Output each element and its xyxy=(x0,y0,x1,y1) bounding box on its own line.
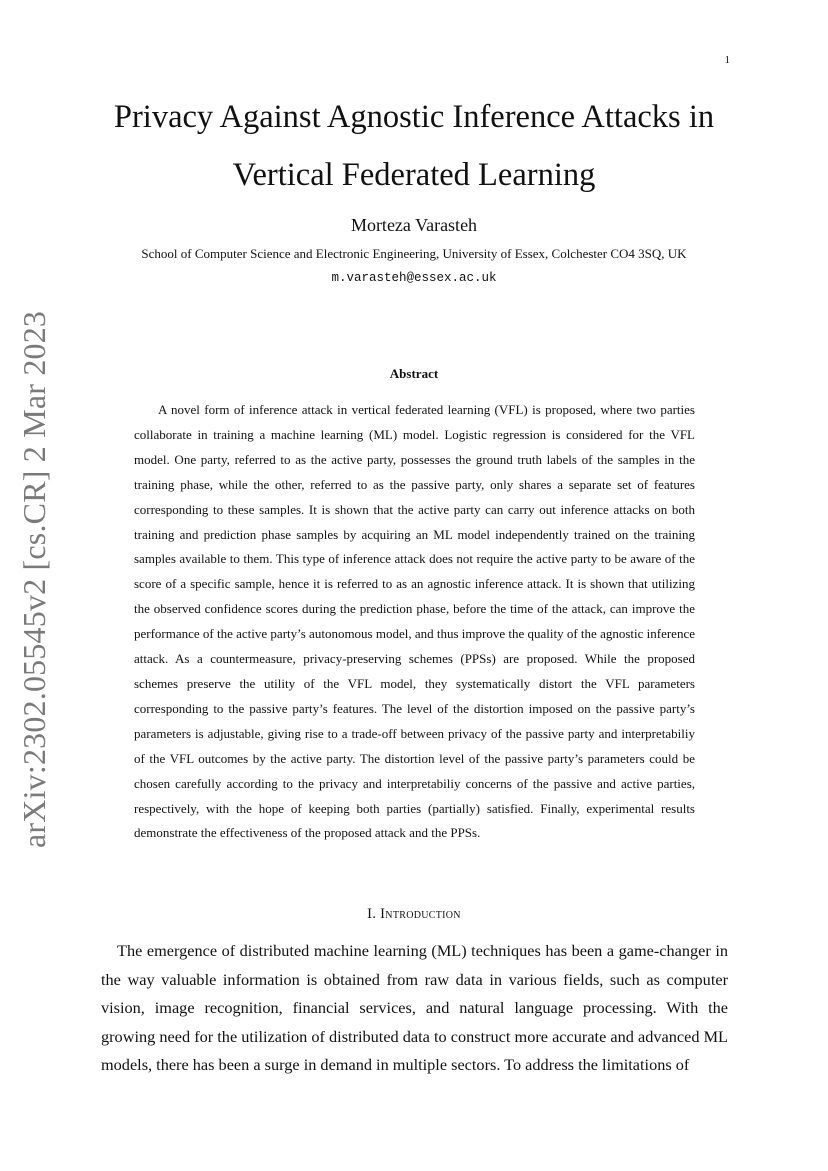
section-title: Introduction xyxy=(380,906,461,922)
arxiv-identifier-stamp: arXiv:2302.05545v2 [cs.CR] 2 Mar 2023 xyxy=(16,310,52,848)
abstract-text: A novel form of inference attack in vertical federated learning (VFL) is proposed, where two parties collaborate in training a machine learning (ML) model. Logistic regression is considered for the VFL model. One party, referred to as the active party, possesses the ground truth labels of the samples in the training phase, while the other, referred to as the passive party, only shares a separate set of features corresponding to these samples. It is shown that the active party can carry out inference attacks on both training and prediction phase samples by acquiring an ML model independently trained on the training samples available to them. This type of inference attack does not require the active party to be aware of the score of a specific sample, hence it is referred to as an agnostic inference attack. It is shown that utilizing the observed confidence scores during the prediction phase, before the time of the attack, can improve the performance of the active party’s autonomous model, and thus improve the quality of the agnostic inference attack. As a countermeasure, privacy-preserving schemes (PPSs) are proposed. While the proposed schemes preserve the utility of the VFL model, they systematically distort the VFL parameters corresponding to the passive party’s features. The level of the distortion imposed on the passive party’s parameters is adjustable, giving rise to a trade-off between privacy of the passive party and interpretabiliy of the VFL outcomes by the active party. The distortion level of the passive party’s parameters could be chosen carefully according to the privacy and interpretabiliy concerns of the passive and active parties, respectively, with the hope of keeping both parties (partially) satisfied. Finally, experimental results demonstrate the effectiveness of the proposed attack and the PPSs. xyxy=(134,402,695,841)
section-heading xyxy=(80,906,748,923)
author-name: Morteza Varasteh xyxy=(350,215,478,235)
abstract-heading: Abstract xyxy=(389,366,439,381)
author-email: m.varasteh@essex.ac.uk xyxy=(331,271,497,285)
introduction-paragraph: The emergence of distributed machine learning (ML) techniques has been a game-changer in the way valuable information is obtained from raw data in various fields, such as computer vision, image recognition, financial services, and natural language processing. With the growing need for the utilization of distributed data to construct more accurate and advanced ML models, there has been a surge in demand in multiple sectors. To address the limitations of xyxy=(101,941,728,1074)
paper-title: Privacy Against Agnostic Inference Attacks in Vertical Federated Learning xyxy=(113,99,715,193)
section-number: I. xyxy=(367,906,377,922)
author-affiliation: School of Computer Science and Electronic Engineering, University of Essex, Colchester CO4 3SQ, UK xyxy=(141,246,687,261)
page-number: 1 xyxy=(724,54,730,66)
